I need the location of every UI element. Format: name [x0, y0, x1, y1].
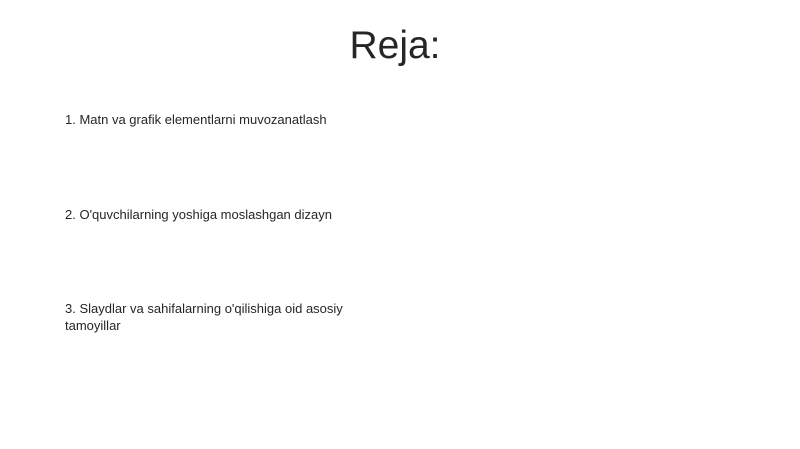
plan-item-2: 2. O'quvchilarning yoshiga moslashgan dizayn [65, 207, 332, 222]
slide-title: Reja: [349, 24, 441, 67]
plan-item-1: 1. Matn va grafik elementlarni muvozanatlash [65, 112, 327, 127]
plan-item-3: 3. Slaydlar va sahifalarning o'qilishiga oid asosiy tamoyillar [65, 301, 343, 333]
